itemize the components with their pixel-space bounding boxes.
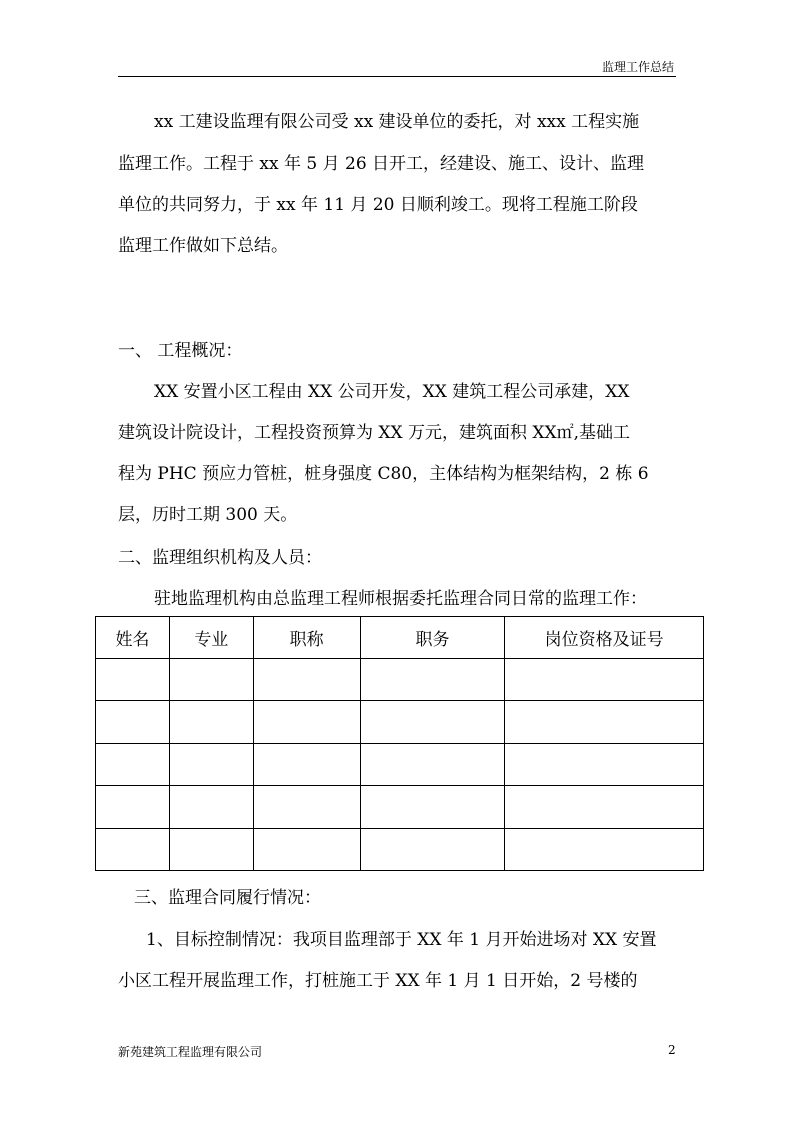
overview-line-3: 程为 PHC 预应力管桩，桩身强度 C80，主体结构为框架结构，2 栋 6 [118, 464, 649, 484]
table-cell [253, 659, 360, 701]
header-title: 监理工作总结 [601, 60, 674, 74]
page-number: 2 [668, 1043, 676, 1057]
table-cell [169, 828, 253, 870]
table-cell [360, 828, 505, 870]
table-cell [96, 743, 170, 785]
section-2-heading: 二、监理组织机构及人员： [118, 548, 322, 568]
table-cell [253, 743, 360, 785]
table-cell [360, 701, 505, 743]
table-row [96, 828, 704, 870]
table-cell [505, 828, 704, 870]
table-cell [505, 701, 704, 743]
table-cell [505, 659, 704, 701]
table-row [96, 701, 704, 743]
header-major: 专业 [169, 617, 253, 659]
table-cell [169, 659, 253, 701]
table-cell [360, 659, 505, 701]
table-cell [253, 828, 360, 870]
section-3-heading: 三、监理合同履行情况： [134, 888, 321, 908]
table-cell [505, 743, 704, 785]
staff-table [95, 616, 704, 871]
contract-line-1: 1、目标控制情况：我项目监理部于 XX 年 1 月开始进场对 XX 安置 [146, 930, 657, 950]
overview-line-1: XX 安置小区工程由 XX 公司开发，XX 建筑工程公司承建，XX [154, 382, 630, 402]
table-cell [96, 701, 170, 743]
overview-line-2: 建筑设计院设计，工程投资预算为 XX 万元，建筑面积 XX㎡,基础工 [118, 423, 631, 443]
header-position: 职务 [360, 617, 505, 659]
table-cell [253, 701, 360, 743]
intro-line-2: 监理工作。工程于 xx 年 5 月 26 日开工，经建设、施工、设计、监理 [118, 154, 645, 174]
table-cell [360, 786, 505, 828]
header-title: 职称 [253, 617, 360, 659]
section-1-heading: 一、 工程概况： [118, 341, 243, 361]
table-header-row [96, 617, 704, 659]
header-name: 姓名 [96, 617, 170, 659]
header-certificate: 岗位资格及证号 [505, 617, 704, 659]
table-row [96, 786, 704, 828]
organization-line-1: 驻地监理机构由总监理工程师根据委托监理合同日常的监理工作： [154, 589, 647, 609]
contract-line-2: 小区工程开展监理工作，打桩施工于 XX 年 1 月 1 日开始，2 号楼的 [118, 971, 638, 991]
overview-line-4: 层，历时工期 300 天。 [118, 505, 298, 525]
table-row [96, 659, 704, 701]
intro-line-3: 单位的共同努力，于 xx 年 11 月 20 日顺利竣工。现将工程施工阶段 [118, 195, 638, 215]
table-cell [96, 659, 170, 701]
footer-company: 新苑建筑工程监理有限公司 [118, 1045, 263, 1059]
table-cell [253, 786, 360, 828]
table-cell [96, 786, 170, 828]
table-row [96, 743, 704, 785]
table-cell [96, 828, 170, 870]
table-cell [505, 786, 704, 828]
table-cell [360, 743, 505, 785]
intro-line-4: 监理工作做如下总结。 [118, 236, 288, 256]
intro-line-1: xx 工建设监理有限公司受 xx 建设单位的委托，对 xxx 工程实施 [154, 112, 640, 132]
table-cell [169, 701, 253, 743]
header-divider [118, 76, 676, 77]
table-cell [169, 786, 253, 828]
table-cell [169, 743, 253, 785]
